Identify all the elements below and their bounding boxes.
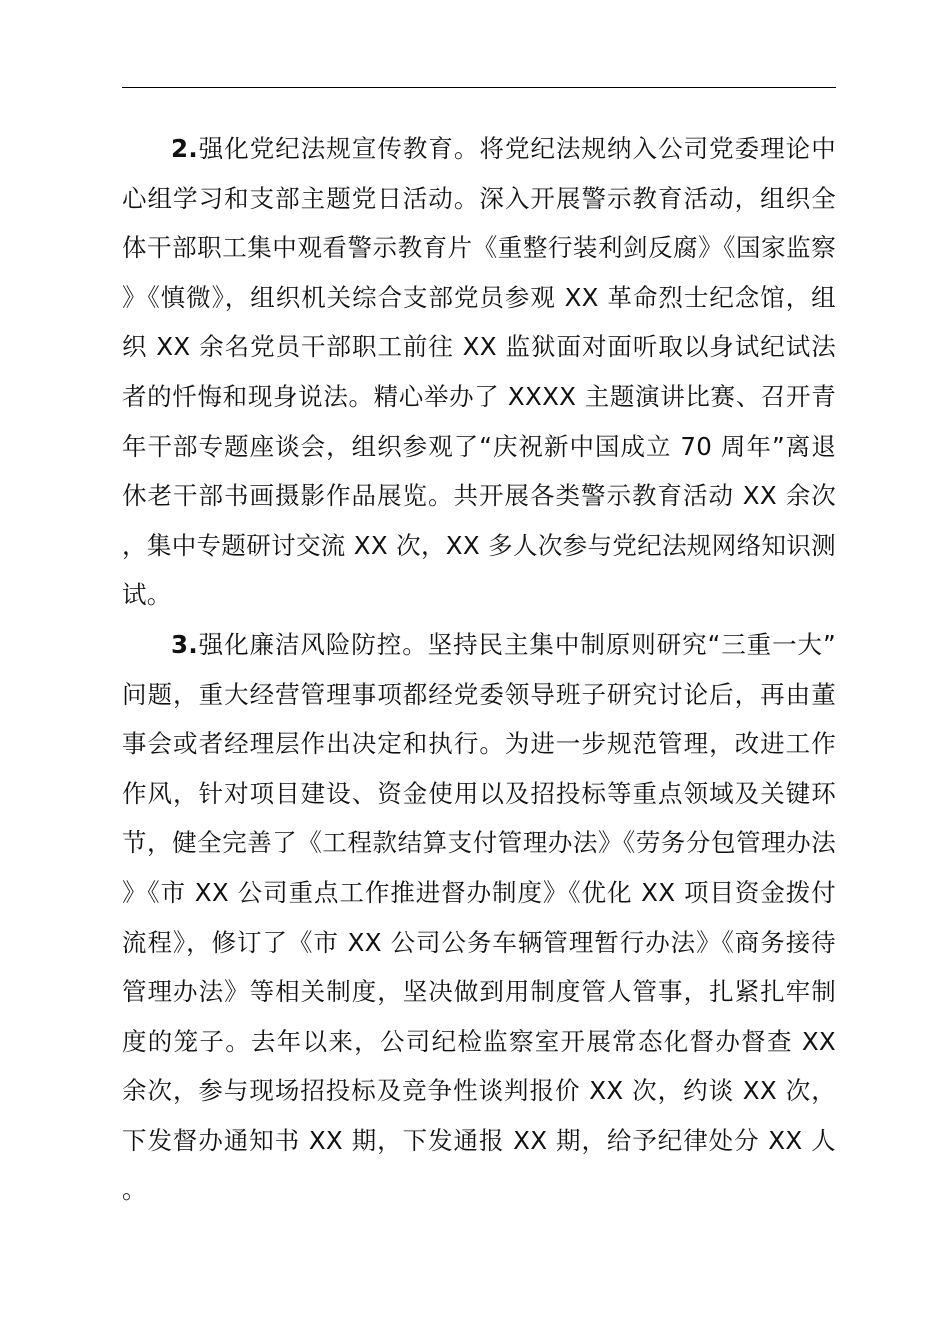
paragraph-2-number: 2.: [171, 134, 198, 163]
paragraph-3-text: 强化廉洁风险防控。坚持民主集中制原则研究“三重一大”问题，重大经营管理事项都经党委领导班子研究讨论后，再由董事会或者经理层作出决定和执行。为进一步规范管理，改进工作作风，针对项目建设、资金使用以及招投标等重点领域及关键环节，健全完善了《工程款结算支付管理办法》《劳务分包管理办法》《市 XX 公司重点工作推进督办制度》《优化 XX 项目资金拨付流程》，修订了《市 XX 公司公务车辆管理暂行办法》《商务接待管理办法》等相关制度，坚决做到用制度管人管事，扎紧扎牢制度的笼子。去年以来，公司纪检监察室开展常态化督办督查 XX 余次，参与现场招投标及竞争性谈判报价 XX 次，约谈 XX 次，下发督办通知书 XX 期，下发通报 XX 期，给予纪律处分 XX 人。: [122, 629, 836, 1205]
paragraph-3: [122, 620, 836, 1215]
paragraph-3-number: 3.: [171, 629, 198, 659]
paragraph-2: [122, 124, 836, 620]
document-body: [122, 124, 836, 1215]
paragraph-2-text: 强化党纪法规宣传教育。将党纪法规纳入公司党委理论中心组学习和支部主题党日活动。深入开展警示教育活动，组织全体干部职工集中观看警示教育片《重整行装利剑反腐》《国家监察》《慎微》，组织机关综合支部党员参观 XX 革命烈士纪念馆，组织 XX 余名党员干部职工前往 XX 监狱面对面听取以身试纪试法者的忏悔和现身说法。精心举办了 XXXX 主题演讲比赛、召开青年干部专题座谈会，组织参观了“庆祝新中国成立 70 周年”离退休老干部书画摄影作品展览。共开展各类警示教育活动 XX 余次，集中专题研讨交流 XX 次，XX 多人次参与党纪法规网络知识测试。: [122, 134, 836, 610]
header-rule: [122, 87, 836, 88]
